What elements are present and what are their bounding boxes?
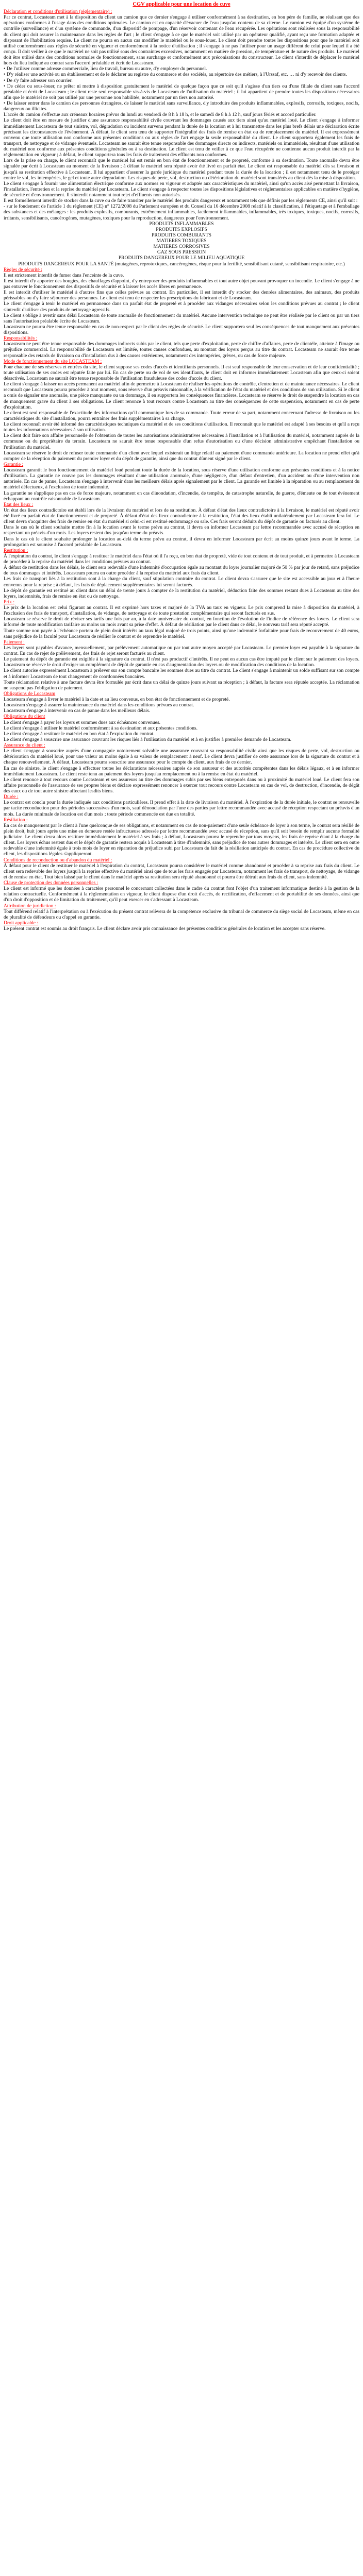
hazard-list-item: PRODUITS INFLAMMABLES [149, 221, 214, 227]
section-heading: Mode de fonctionnement du site LOCASTEAM : [4, 358, 102, 364]
section-heading: Restitution : [4, 547, 28, 553]
section-heading: Attribution de juridiction : [4, 903, 56, 909]
paragraph: Il est strictement interdit de fumer dans l'enceinte de la cuve. [4, 272, 124, 278]
paragraph: À défaut de restitution dans les délais, le client sera redevable d'une indemnité d'occupation égale au montant du loyer journalier majoré de 50 % par jour de retard, sans préjudice de tous dommages et intérêts. Locasteam pourra en outre procéder à la reprise du matériel aux frais du client. [4, 565, 359, 577]
paragraph: Il est interdit d'utiliser le matériel à d'autres fins que celles prévues au contrat. En particulier, il est interdit d'y stocker des denrées alimentaires, des animaux, des produits périssables ou d'y faire séjourner des personnes. Le client est tenu de respecter les prescriptions du fabricant et de Locasteam. [4, 290, 359, 301]
section-heading: Droit applicable : [4, 920, 39, 926]
hazard-list-item: GAZ SOUS PRESSION [157, 249, 206, 256]
paragraph: Locasteam garantit le bon fonctionnement du matériel loué pendant toute la durée de la location, sous réserve d'une utilisation conforme aux présentes conditions et à la notice d'utilisation. La garantie ne couvre pas les dommages résultant d'une utilisation anormale, d'une négligence, d'un défaut d'entretien, d'un accident ou d'une intervention non autorisée. En cas de panne, Locasteam s'engage à intervenir dans les meilleurs délais après signalement par le client. La garantie est limitée à la réparation ou au remplacement du matériel défectueux, à l'exclusion de toute indemnité. [4, 467, 359, 490]
document-title: CGV applicable pour une location de cuve [133, 2, 230, 7]
hazard-list-item: MATIERES CORROSIVES [153, 244, 210, 250]
paragraph: • De laisser entrer dans le camion des personnes étrangères, de laisser le matériel sans surveillance, d'y introduire des produits inflammables, explosifs, corrosifs, toxiques, nocifs, dangereux ou illicites. [4, 100, 359, 112]
paragraph: Locasteam se réserve le droit de refuser toute commande d'un client avec lequel existerait un litige relatif au paiement d'une commande antérieure. La location ne prend effet qu'à compter de la réception du paiement du premier loyer et du dépôt de garantie, ainsi que du contrat dûment signé par le client. [4, 450, 359, 462]
section-heading: Assurance du client : [4, 742, 45, 748]
paragraph: Le dépôt de garantie est restitué au client dans un délai de trente jours à compter de la restitution du matériel, déduction faite des sommes restant dues à Locasteam au titre des loyers, indemnités, frais de remise en état ou de nettoyage. [4, 587, 359, 599]
section-heading: Durée : [4, 794, 19, 800]
paragraph: Dans le cas où le client souhaite mettre fin à la location avant le terme prévu au contrat, il devra en informer Locasteam par lettre recommandée avec accusé de réception en respectant un préavis d'un mois. Les loyers restent dus jusqu'au terme du préavis. [4, 524, 359, 536]
paragraph: Locasteam s'engage à intervenir en cas de panne dans les meilleurs délais. [4, 708, 151, 714]
hazard-list-item: PRODUITS EXPLOSIFS [156, 226, 207, 232]
section-heading: Déclaration et conditions d'utilisation (réglementaire) : [4, 9, 112, 14]
section-heading: Obligations de Locasteam [4, 690, 56, 697]
paragraph: Le client est informé que les données à caractère personnel le concernant collectées dans le cadre du contrat font l'objet d'un traitement informatique destiné à la gestion de la relation contractuelle. Conformément à la réglementation en vigueur, le client dispose d'un droit d'accès, de rectification, d'effacement et de portabilité de ses données, ainsi que d'un droit d'opposition et de limitation du traitement, qu'il peut exercer en s'adressant à Locasteam. [4, 886, 359, 903]
paragraph: Le client doit être en mesure de justifier d'une assurance responsabilité civile couvrant les dommages causés aux tiers ainsi qu'au matériel loué. Le client s'engage à informer immédiatement Locasteam de tout sinistre, vol, dégradation ou incident survenu pendant la durée de la location et à lui transmettre dans les plus brefs délais une déclaration écrite précisant les circonstances de l'événement. À défaut, le client sera tenu de supporter l'intégralité des frais de remise en état ou de remplacement du matériel. Il est expressément convenu que toute utilisation non conforme aux présentes conditions ou aux règles de l'art engage la seule responsabilité du client. Le client supportera également les frais de transport, de nettoyage et de vidange éventuels. Locasteam ne saurait être tenue responsable des dommages directs ou indirects, matériels ou immatériels, résultant d'une utilisation du matériel non conforme aux présentes conditions générales ou à sa destination. Le client est tenu de veiller à ce que l'eau récupérée ne contienne aucun produit interdit par la réglementation en vigueur ; à défaut, le client supportera tous les frais de traitement des effluents non conformes. [4, 117, 359, 158]
paragraph: Locasteam ne pourra être tenue responsable en cas de non-respect par le client des règles de sécurité. Le client supportera seul les conséquences de tout manquement aux présentes dispositions. [4, 324, 359, 335]
section-heading: Conditions de reconduction ou d'abandon du matériel : [4, 857, 112, 863]
paragraph: • De céder ou sous-louer, ne prêter ni mettre à disposition gratuitement le matériel de quelque façon que ce soit qu'il s'agisse d'un tiers ou d'une filiale du client sans l'accord préalable et écrit de Locasteam ; le client reste seul responsable vis-à-vis de Locasteam de l'utilisation du matériel ; il lui appartient de prendre toutes les dispositions nécessaires afin que le matériel ne soit pas utilisé par une personne non habilitée, notamment par un tiers non autorisé. [4, 83, 359, 100]
paragraph: Le client s'engage à souscrire une assurance couvrant les risques liés à l'utilisation du matériel et à en justifier à première demande de Locasteam. [4, 736, 292, 742]
section-heading: Clause de protection des données personnelles : [4, 880, 98, 886]
paragraph: En cas de manquement par le client à l'une quelconque de ses obligations, et notamment en cas de non-paiement d'une seule échéance de loyer à son terme, le contrat sera résilié de plein droit, huit jours après une mise en demeure restée infructueuse adressée par lettre recommandée avec accusé de réception, sans qu'il soit besoin de remplir aucune formalité judiciaire. Le client devra alors restituer immédiatement le matériel à ses frais ; à défaut, Locasteam pourra le reprendre par tous moyens, les frais de reprise étant à la charge du client. Les loyers échus restent dus et le dépôt de garantie restera acquis à Locasteam à titre d'indemnité, sans préjudice de tous autres dommages et intérêts. Le client sera en outre redevable d'une indemnité égale à trois mois de loyer en réparation du préjudice subi par Locasteam du fait de la résiliation anticipée du contrat. En cas de procédure collective du client, les dispositions légales s'appliqueront. [4, 822, 359, 857]
section-heading: Paiement : [4, 639, 25, 645]
paragraph: Le client autorise expressément Locasteam à prélever sur son compte bancaire les sommes dues au titre du contrat. Le client s'engage à maintenir un solde suffisant sur son compte et à informer Locasteam de tout changement de coordonnées bancaires. [4, 668, 359, 680]
paragraph: Locasteam ne peut être tenue responsable des dommages indirects subis par le client, tels que perte d'exploitation, perte de chiffre d'affaires, perte de clientèle, atteinte à l'image ou préjudice commercial. La responsabilité de Locasteam est limitée, toutes causes confondues, au montant des loyers perçus au titre du contrat. Locasteam ne saurait être tenue responsable des retards de livraison ou d'installation dus à des causes extérieures, notamment des intempéries, grèves, ou cas de force majeure. [4, 341, 359, 359]
paragraph: Locasteam se réserve le droit de réviser ses tarifs une fois par an, à la date anniversaire du contrat, en fonction de l'évolution de l'indice de référence des loyers. Le client sera informé de toute modification tarifaire au moins un mois avant sa prise d'effet. À défaut de résiliation par le client dans ce délai, le nouveau tarif sera réputé accepté. [4, 616, 359, 628]
paragraph: Locasteam s'engage à assurer la maintenance du matériel dans les conditions prévues au contrat. [4, 702, 194, 708]
paragraph: À défaut pour le client de restituer le matériel à l'expiration du contrat, Locasteam pourra considérer le matériel comme abandonné et procéder à sa reprise aux frais du client. Le client sera redevable des loyers jusqu'à la reprise effective du matériel ainsi que de tous les frais engagés par Locasteam, notamment les frais de transport, de nettoyage, de vidange et de remise en état. Tout bien laissé par le client dans le matériel après sa restitution sera réputé abandonné et pourra être détruit aux frais du client, sans indemnité. [4, 862, 359, 880]
paragraph: Le client est seul responsable de l'exactitude des informations qu'il communique lors de sa commande. Toute erreur de sa part, notamment concernant l'adresse de livraison ou les caractéristiques du site d'installation, pourra entraîner des frais supplémentaires à sa charge. [4, 410, 359, 421]
section-heading: Résiliation : [4, 817, 28, 823]
paragraph: Le client s'engage à fournir une alimentation électrique conforme aux normes en vigueur et adaptée aux caractéristiques du matériel, ainsi qu'un accès aisé permettant la livraison, l'installation, l'entretien et la reprise du matériel par Locasteam. Le client s'engage à respecter toutes les dispositions législatives et réglementaires applicables en matière d'hygiène, de sécurité et d'environnement. Il s'interdit notamment tout rejet d'effluents non autorisés. [4, 180, 359, 198]
paragraph: Un état des lieux contradictoire est établi lors de la livraison du matériel et lors de sa restitution. À défaut d'état des lieux contradictoire à la livraison, le matériel est réputé avoir été livré en parfait état de fonctionnement et de propreté. À défaut d'état des lieux contradictoire à la restitution, l'état des lieux établi unilatéralement par Locasteam fera foi. Le client devra s'acquitter des frais de remise en état du matériel si celui-ci est restitué endommagé ou sale. Ces frais seront déduits du dépôt de garantie ou facturés au client. [4, 507, 359, 525]
paragraph: Dans le cas où le client souhaite prolonger la location au-delà du terme prévu au contrat, il devra en informer Locasteam par écrit au moins quinze jours avant le terme. La prolongation est soumise à l'accord préalable de Locasteam. [4, 536, 359, 548]
paragraph: Tout différend relatif à l'interprétation ou à l'exécution du présent contrat relèvera de la compétence exclusive du tribunal de commerce du siège social de Locasteam, même en cas de pluralité de défendeurs ou d'appel en garantie. [4, 908, 359, 920]
paragraph: La garantie ne s'applique pas en cas de force majeure, notamment en cas d'inondation, d'incendie, de tempête, de catastrophe naturelle, de guerre, d'émeute ou de tout événement échappant au contrôle raisonnable de Locasteam. [4, 490, 359, 502]
paragraph: Le client reconnaît avoir été informé des caractéristiques techniques du matériel et de ses conditions d'utilisation. Il reconnaît que le matériel est adapté à ses besoins et qu'il a reçu toutes les informations nécessaires à son utilisation. [4, 421, 359, 433]
paragraph: Toute réclamation relative à une facture devra être formulée par écrit dans un délai de quinze jours suivant sa réception ; à défaut, la facture sera réputée acceptée. La réclamation ne suspend pas l'obligation de paiement. [4, 679, 359, 691]
section-heading: Obligations du client [4, 714, 45, 720]
paragraph: Le client s'oblige à avertir sans délai Locasteam de toute anomalie de fonctionnement du matériel. Aucune intervention technique ne peut être réalisée par le client ou par un tiers sans l'autorisation préalable écrite de Locasteam. [4, 312, 359, 324]
paragraph: • De s'y faire adresser son courrier. [4, 77, 73, 83]
paragraph: - sur le fondement de l'article 1 du règlement (CE) n° 1272/2008 du Parlement européen et du Conseil du 16 décembre 2008 relatif à la classification, à l'étiquetage et à l'emballage des substances et des mélanges : les produits explosifs, comburants, extrêmement inflammables, facilement inflammables, inflammables, très toxiques, toxiques, nocifs, corrosifs, irritants, sensibilisants, cancérogènes, mutagènes, toxiques pour la reproduction, dangereux pour l'environnement. [4, 204, 359, 221]
paragraph: Par ce contrat, Locasteam met à la disposition du client un camion que ce dernier s'engage à utiliser conformément à sa destination, en bon père de famille, ne réalisant que des opérations conformes à l'usage dans des conditions optimales. Le camion est en capacité d'évacuer de l'eau jusqu'au contenu de sa citerne. Le camion est équipé d'un système de contrôle (surveillance) et d'un système de commande, d'un dispositif de pompage, d'un réservoir contenant de l'eau récupérée. Les opérations sont réalisées sous la responsabilité du client qui doit assurer la maintenance dans les règles de l'art ; le client s'engage à ce que le matériel soit utilisé par un opérateur qualifié, ayant reçu une formation adaptée et disposant de l'habilitation requise. Le client ne pourra en aucun cas modifier le matériel ou le sous-louer. Le client doit prendre toutes les dispositions pour que le matériel soit utilisé conformément aux règles de sécurité en vigueur et conformément à la notice d'utilisation ; il s'engage à ne pas l'utiliser pour un usage différent de celui pour lequel il a été conçu. Il doit veiller à ce que le matériel ne soit pas utilisé sous des contraintes excessives, notamment en matière de pression, de température et de nature des produits. Le matériel doit être utilisé dans des conditions normales de fonctionnement, sans surcharge et conformément aux préconisations du constructeur. Le client s'interdit de déplacer le matériel hors du lieu indiqué au contrat sans l'accord préalable et écrit de Locasteam. [4, 14, 359, 66]
paragraph: Le prix de la location est celui figurant au contrat. Il est exprimé hors taxes et majoré de la TVA au taux en vigueur. Le prix comprend la mise à disposition du matériel, à l'exclusion des frais de transport, d'installation, de vidange, de nettoyage et de toute prestation complémentaire qui seront facturés en sus. [4, 605, 359, 617]
paragraph: Lors de la prise en charge, le client reconnaît que le matériel lui est remis en bon état de fonctionnement et de propreté, conforme à sa destination. Toute anomalie devra être signalée par écrit à Locasteam au moment de la livraison ; à défaut le matériel sera réputé avoir été livré en parfait état. Le client est responsable du matériel dès sa livraison et jusqu'à sa restitution effective à Locasteam. Il lui appartient d'assurer la garde juridique du matériel pendant toute la durée de la location ; il est notamment tenu de le protéger contre le vol, les intempéries, le gel et toute autre dégradation. Les risques de perte, vol, destruction ou détérioration du matériel sont transférés au client dès la mise à disposition. [4, 158, 359, 181]
paragraph: Il est formellement interdit de stocker dans la cuve ou de faire transiter par le matériel des produits dangereux et notamment tels que définis par les règlements CE, ainsi qu'il suit : [4, 198, 358, 204]
paragraph: À l'expiration du contrat, le client s'engage à restituer le matériel dans l'état où il l'a reçu, en bon état de propreté, vide de tout contenu et de tout produit, et à permettre à Locasteam de procéder à la reprise du matériel dans les conditions prévues au contrat. [4, 553, 359, 565]
paragraph: Le client s'engage à tenir le matériel en permanence dans un parfait état de propreté et à procéder aux vidanges nécessaires selon les conditions prévues au contrat ; le client s'interdit d'utiliser des produits de nettoyage agressifs. [4, 301, 359, 313]
paragraph: Les loyers sont payables d'avance, mensuellement, par prélèvement automatique ou par tout autre moyen accepté par Locasteam. Le premier loyer est payable à la signature du contrat. En cas de rejet de prélèvement, des frais de rejet seront facturés au client. [4, 645, 359, 656]
terms-document [4, 0, 359, 931]
paragraph: • D'y réaliser une activité ou un établissement et de le déclarer au registre du commerce et des sociétés, au répertoire des métiers, à l'Urssaf, etc. … ni d'y recevoir des clients. [4, 72, 347, 78]
hazard-list-item: PRODUITS COMBURANTS [152, 232, 211, 238]
section-heading: Règles de sécurité : [4, 266, 42, 273]
paragraph: Le client s'engage à payer les loyers et sommes dues aux échéances convenues. [4, 719, 161, 725]
paragraph: Le paiement du dépôt de garantie est exigible à la signature du contrat. Il n'est pas productif d'intérêts. Il ne peut en aucun cas être imputé par le client sur le paiement des loyers. Locasteam se réserve le droit d'exiger un complément de dépôt de garantie en cas d'augmentation des loyers ou de modification des conditions de la location. [4, 656, 359, 668]
paragraph: Pour chacune de ses réserves et entrées du site, le client suppose ses codes d'accès et identifiants personnels. Il est seul responsable de leur conservation et de leur confidentialité ; toute utilisation de ses codes est réputée faite par lui. En cas de perte ou de vol de ses identifiants, le client doit en informer immédiatement Locasteam afin que ceux-ci soient désactivés. Locasteam ne saurait être tenue responsable de l'utilisation frauduleuse des codes d'accès du client. [4, 364, 359, 381]
paragraph: Les frais de transport liés à la restitution sont à la charge du client, sauf stipulation contraire du contrat. Le client devra s'assurer que le site est accessible au jour et à l'heure convenus pour la reprise ; à défaut, les frais de déplacement supplémentaires lui seront facturés. [4, 576, 359, 588]
section-heading: Etat des lieux : [4, 501, 34, 507]
section-heading: Garantie : [4, 461, 24, 467]
paragraph: Le client s'engage à laisser un accès permanent au matériel afin de permettre à Locasteam de réaliser les opérations de contrôle, d'entretien et de maintenance nécessaires. Le client reconnaît que Locasteam pourra procéder à tout moment, sous réserve d'un préavis raisonnable, à la vérification de l'état du matériel et des conditions de son utilisation. Si le client a omis de signaler une anomalie, une pièce manquante ou un dommage, il en supportera les conséquences financières. Locasteam se réserve le droit de suspendre la location en cas de manquement grave du client à ses obligations. Le client renonce à tout recours contre Locasteam au titre des conséquences de cette suspension, notamment en cas de perte d'exploitation. [4, 381, 359, 410]
section-heading: Prix : [4, 599, 15, 605]
paragraph: Le client renonce à tout recours contre Locasteam et ses assureurs au titre des dommages subis par ses biens entreposés dans ou à proximité du matériel loué. Le client fera son affaire personnelle de l'assurance de ses propres biens et déclare expressément renoncer à exercer tout recours contre Locasteam en cas de vol, de destruction, d'incendie, de dégât des eaux ou de tout autre sinistre affectant lesdits biens. [4, 776, 359, 794]
hazard-list [4, 221, 359, 244]
paragraph: En cas de sinistre, le client s'engage à effectuer toutes les déclarations nécessaires auprès de son assureur et des autorités compétentes dans les délais légaux, et à en informer immédiatement Locasteam. Le client reste tenu au paiement des loyers jusqu'au remplacement ou à la remise en état du matériel. [4, 765, 359, 777]
section-heading: Responsabilités : [4, 335, 38, 342]
paragraph: Il est interdit d'y apporter des bougies, des chauffages d'appoint, d'y entreposer des produits inflammables et tout autre objet pouvant provoquer un incendie. Le client s'engage à ne pas entraver le fonctionnement des dispositifs de sécurité et à laisser les accès libres en permanence. [4, 278, 359, 290]
paragraph: Le client s'engage à restituer le matériel en bon état à l'expiration du contrat. [4, 731, 155, 737]
paragraph: Le client s'engage à utiliser le matériel conformément à sa destination et aux présentes conditions. [4, 725, 198, 731]
document-body [4, 9, 359, 931]
paragraph: L'accès du camion s'effectue aux créneaux horaires prévus du lundi au vendredi de 8 h à 18 h, et le samedi de 8 h à 12 h, sauf jours fériés et accord particulier. [4, 112, 317, 118]
hazard-list-item: PRODUITS DANGEREUX POUR LA SANTÉ (mutagènes, reprotoxiques, cancérogènes, risque pour la fertilité, sensibilisant cutané, sensibilisant respiratoire, etc.) [18, 261, 345, 267]
paragraph: Le client s'engage à souscrire auprès d'une compagnie notoirement solvable une assurance couvrant sa responsabilité civile ainsi que les risques de perte, vol, destruction ou détérioration du matériel loué, pour une valeur au moins égale à sa valeur de remplacement à neuf. Le client devra justifier de cette assurance lors de la signature du contrat et à chaque renouvellement. À défaut, Locasteam pourra souscrire une assurance pour le compte du client, aux frais de ce dernier. [4, 748, 359, 766]
paragraph: Le contrat est conclu pour la durée indiquée aux conditions particulières. Il prend effet à la date de livraison du matériel. À l'expiration de la durée initiale, le contrat se renouvelle par tacite reconduction pour des périodes successives d'un mois, sauf dénonciation par l'une des parties par lettre recommandée avec accusé de réception respectant un préavis d'un mois. La durée minimale de location est d'un mois ; toute période commencée est due en totalité. [4, 800, 359, 817]
paragraph: Le présent contrat est soumis au droit français. Le client déclare avoir pris connaissance des présentes conditions générales de location et les accepter sans réserve. [4, 926, 326, 931]
hazard-list-item: PRODUITS DANGEREUX POUR LE MILIEU AQUATIQUE [118, 255, 245, 261]
hazard-list-item: MATIERES TOXIQUES [156, 238, 207, 244]
paragraph: Le client doit faire son affaire personnelle de l'obtention de toutes les autorisations administratives nécessaires à l'installation et à l'utilisation du matériel, notamment auprès de la commune ou du propriétaire du terrain. Locasteam ne saurait être tenue responsable d'un refus d'autorisation ou d'une décision administrative empêchant l'installation ou l'utilisation du matériel. [4, 433, 359, 450]
hazard-list [4, 244, 359, 267]
paragraph: Locasteam s'engage à livrer le matériel à la date et au lieu convenus, en bon état de fonctionnement et de propreté. [4, 697, 230, 702]
paragraph: • De l'utiliser comme adresse commerciale, lieu de travail, bureau ou autre, d'y employer du personnel. [4, 66, 207, 72]
paragraph: Toute somme non payée à l'échéance portera de plein droit intérêts au taux légal majoré de trois points, ainsi qu'une indemnité forfaitaire pour frais de recouvrement de 40 euros, sans préjudice de la faculté pour Locasteam de résilier le contrat et de reprendre le matériel. [4, 628, 359, 639]
